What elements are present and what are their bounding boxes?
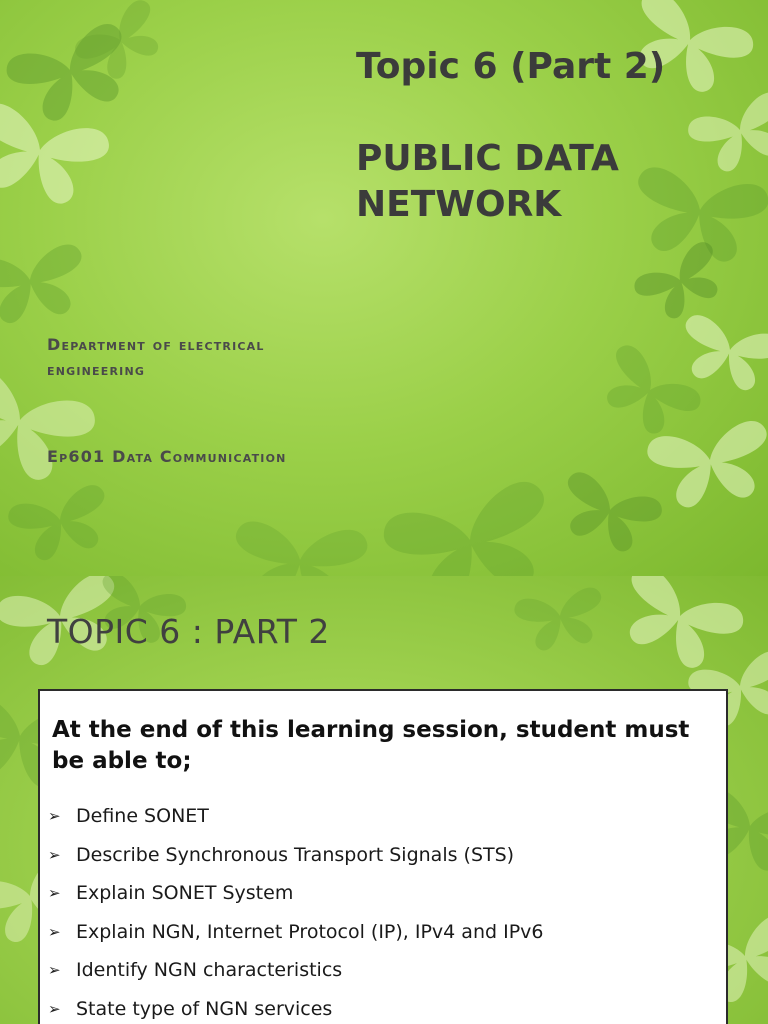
objectives-box bbox=[38, 689, 728, 1024]
arrow-bullet-icon: ➢ bbox=[48, 807, 61, 825]
list-item bbox=[48, 997, 544, 1024]
arrow-bullet-icon: ➢ bbox=[48, 922, 61, 941]
department-label: Department of electrical engineering bbox=[47, 335, 265, 379]
arrow-bullet-icon: ➢ bbox=[48, 999, 61, 1018]
section-title: TOPIC 6 : PART 2 bbox=[47, 612, 330, 651]
objective-text: Define SONET bbox=[76, 805, 209, 827]
objective-text: State type of NGN services bbox=[76, 997, 333, 1020]
arrow-bullet-icon: ➢ bbox=[48, 884, 61, 902]
list-item bbox=[48, 920, 544, 959]
objectives-list bbox=[48, 804, 544, 1024]
slide-title-main: PUBLIC DATA NETWORK bbox=[356, 138, 619, 225]
objectives-intro: At the end of this learning session, student must be able to; bbox=[52, 717, 690, 774]
arrow-bullet-icon: ➢ bbox=[48, 845, 61, 864]
objective-text: Explain NGN, Internet Protocol (IP), IPv4 and IPv6 bbox=[76, 920, 544, 943]
list-item bbox=[48, 958, 544, 997]
list-item bbox=[48, 804, 544, 843]
arrow-bullet-icon: ➢ bbox=[48, 961, 61, 979]
objective-text: Identify NGN characteristics bbox=[76, 959, 343, 981]
course-label: Ep601 Data Communication bbox=[47, 447, 287, 466]
list-item bbox=[48, 881, 544, 920]
objective-text: Describe Synchronous Transport Signals (STS) bbox=[76, 843, 515, 866]
list-item bbox=[48, 843, 544, 882]
objectives-slide bbox=[0, 576, 768, 1024]
slide-title-topic: Topic 6 (Part 2) bbox=[356, 46, 666, 87]
objective-text: Explain SONET System bbox=[76, 882, 294, 904]
